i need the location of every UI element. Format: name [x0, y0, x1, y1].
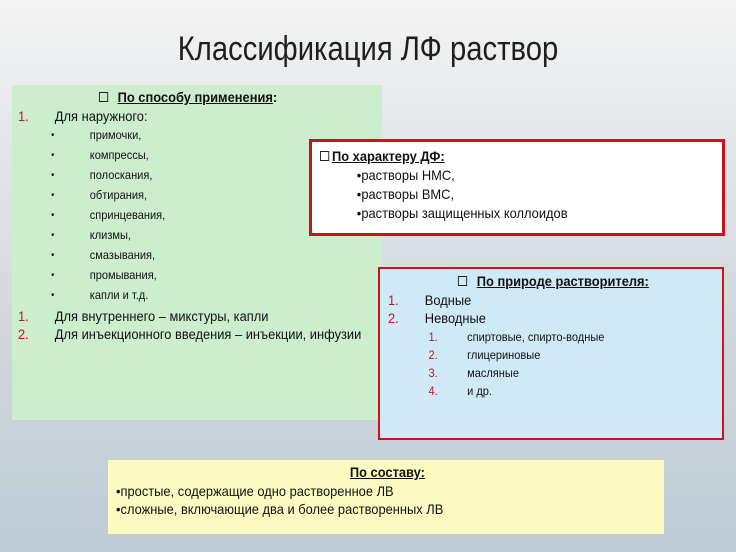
list-item	[388, 292, 719, 308]
list-item	[18, 108, 377, 124]
bullet-icon: •	[356, 186, 362, 202]
sub-list-number: 3.	[428, 366, 438, 380]
slide-title: Классификация ЛФ раствор	[177, 30, 559, 68]
solvent-sublist	[421, 330, 719, 398]
list-item-label: Неводные	[424, 310, 486, 326]
sub-list-item-label: капли и т.д.	[89, 288, 149, 302]
sub-list-item-label: компрессы,	[89, 148, 149, 162]
composition-heading: По составу:	[349, 464, 425, 480]
sub-list-item-label: обтирания,	[89, 188, 148, 202]
bullet-icon: •	[116, 501, 121, 517]
sub-list-item-label: масляные	[467, 366, 519, 380]
bullet-icon: •	[356, 205, 362, 221]
list-number: 2.	[18, 326, 29, 342]
application-heading-row	[18, 89, 377, 105]
sub-list-item-label: глицериновые	[467, 348, 541, 362]
list-item-label: Водные	[424, 292, 472, 308]
bullet-icon: •	[51, 150, 55, 161]
character-box	[309, 139, 725, 236]
solvent-heading: По природе растворителя:	[476, 273, 649, 289]
bullet-icon: •	[116, 483, 121, 499]
list-item-label: растворы ВМС,	[361, 186, 455, 202]
list-item	[18, 326, 377, 342]
sub-list-item	[51, 288, 377, 304]
list-number: 2.	[388, 310, 399, 326]
list-item	[357, 205, 716, 221]
list-item	[116, 483, 659, 499]
sub-list-item-label: полоскания,	[89, 168, 153, 182]
sub-list-item	[421, 330, 719, 344]
bullet-icon: •	[51, 170, 55, 181]
sub-list-item	[421, 384, 719, 398]
application-heading: По способу применения	[117, 89, 273, 105]
list-item-label: растворы НМС,	[361, 167, 455, 183]
sub-list-item-label: клизмы,	[89, 228, 131, 242]
sub-list-item-label: спиртовые, спирто-водные	[467, 330, 605, 344]
bullet-icon: •	[51, 250, 55, 261]
list-item	[116, 501, 659, 517]
list-item-label: Для инъекционного введения – инъекции, инфузии	[54, 326, 362, 342]
sub-list-item-label: примочки,	[89, 128, 142, 142]
square-bullet-icon	[458, 276, 467, 286]
list-item	[388, 310, 719, 326]
bullet-icon: •	[51, 290, 55, 301]
sub-list-number: 1.	[428, 330, 438, 344]
character-heading-row	[320, 148, 716, 164]
sub-list-item-label: спринцевания,	[89, 208, 166, 222]
sub-list-item	[421, 348, 719, 362]
solvent-heading-row	[388, 273, 719, 289]
list-item-label: Для наружного:	[54, 108, 148, 124]
bullet-icon: •	[51, 230, 55, 241]
sub-list-number: 4.	[428, 384, 438, 398]
square-bullet-icon	[99, 92, 108, 102]
application-heading-wrap	[118, 89, 278, 105]
list-number: 1.	[388, 292, 399, 308]
list-item-label: растворы защищенных коллоидов	[361, 205, 568, 221]
composition-box	[108, 460, 664, 534]
list-item-label: простые, содержащие одно растворенное ЛВ	[120, 483, 394, 499]
list-item-label: сложные, включающие два и более растворенных ЛВ	[120, 501, 444, 517]
list-number: 1.	[18, 308, 29, 324]
bullet-icon: •	[51, 190, 55, 201]
sub-list-item	[51, 248, 377, 264]
list-item-label: Для внутреннего – микстуры, капли	[54, 308, 269, 324]
list-number: 1.	[18, 108, 29, 124]
sub-list-number: 2.	[428, 348, 438, 362]
sub-list-item-label: промывания,	[89, 268, 157, 282]
bullet-icon: •	[356, 167, 362, 183]
sub-list-item-label: и др.	[467, 384, 493, 398]
list-item	[18, 308, 377, 324]
sub-list-item	[421, 366, 719, 380]
character-heading: По характеру ДФ:	[331, 148, 445, 164]
sub-list-item	[51, 268, 377, 284]
bullet-icon: •	[51, 210, 55, 221]
list-item	[357, 167, 716, 183]
list-item	[357, 186, 716, 202]
solvent-box	[378, 267, 724, 440]
bullet-icon: •	[51, 130, 55, 141]
bullet-icon: •	[51, 270, 55, 281]
application-heading-colon: :	[272, 89, 278, 105]
sub-list-item-label: смазывания,	[89, 248, 156, 262]
application-box	[12, 85, 382, 420]
checkbox-bullet-icon	[320, 151, 329, 161]
